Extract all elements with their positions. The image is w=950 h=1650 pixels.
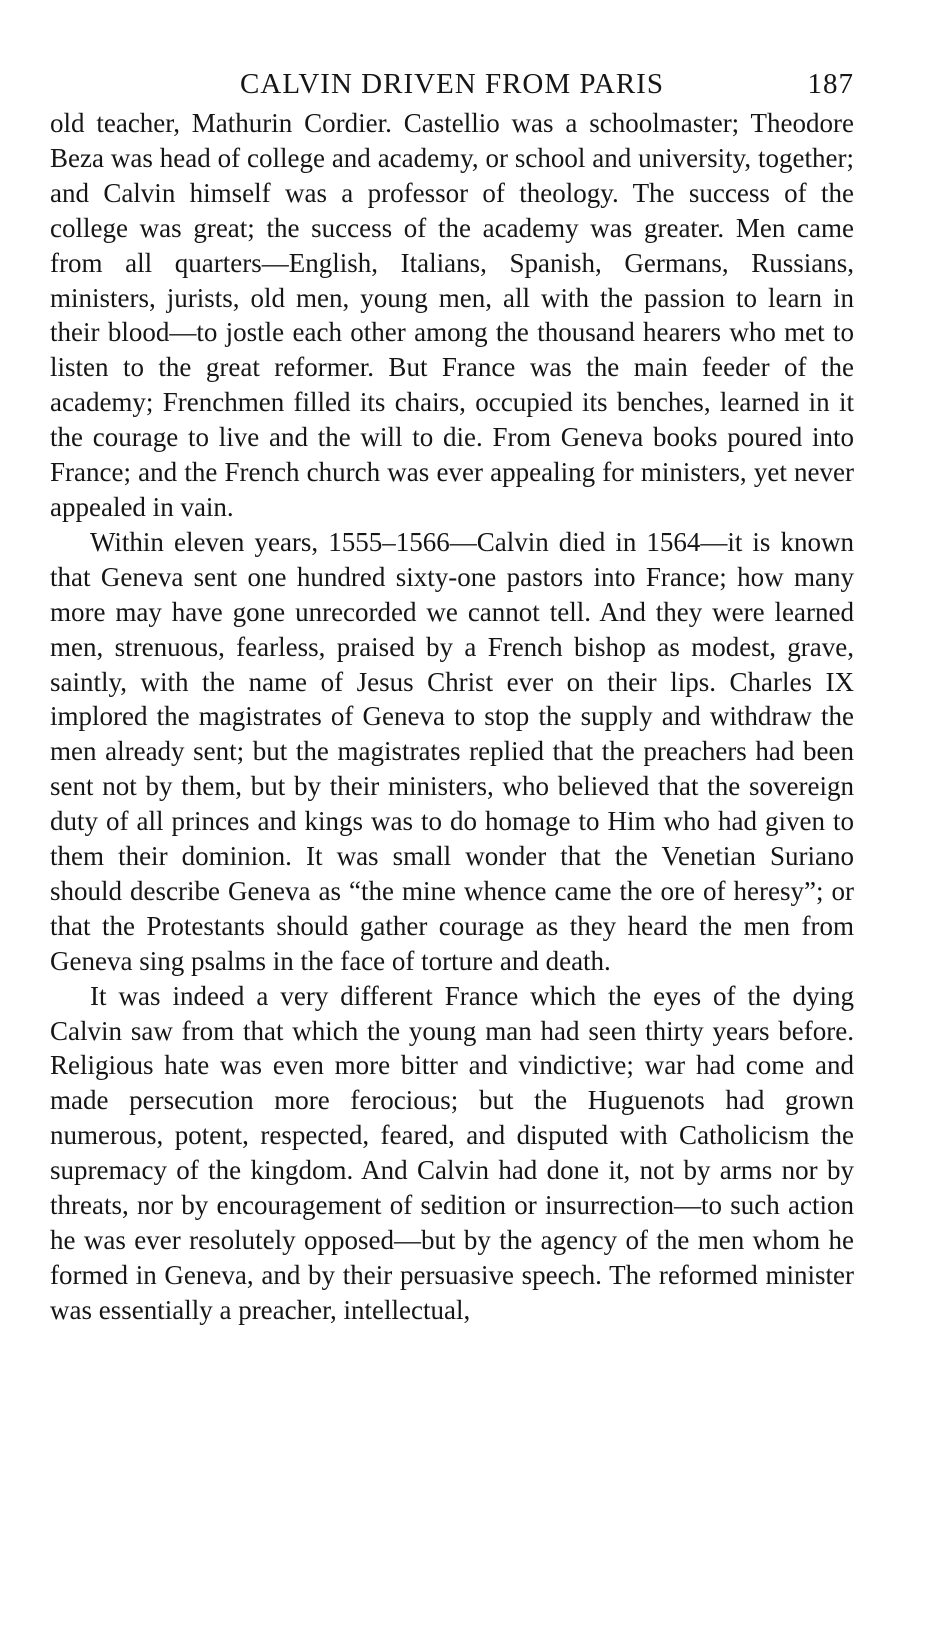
page-number: 187 bbox=[807, 68, 854, 100]
running-head bbox=[50, 62, 854, 106]
paragraph-1: old teacher, Mathurin Cordier. Castellio was a schoolmaster; Theodore Beza was head of college and academy, or school and university, together; and Calvin himself was a professor of theology. The success of the college was great; the success of the academy was greater. Men came from all quarters—English, Italians, Spanish, Germans, Russians, ministers, jurists, old men, young men, all with the passion to learn in their blood—to jostle each other among the thousand hearers who met to listen to the great reformer. But France was the main feeder of the academy; Frenchmen filled its chairs, occupied its benches, learned in it the courage to live and the will to die. From Geneva books poured into France; and the French church was ever appealing for ministers, yet never appealed in vain. bbox=[50, 108, 854, 522]
paragraph-2: Within eleven years, 1555–1566—Calvin died in 1564—it is known that Geneva sent one hundred sixty-one pastors into France; how many more may have gone unrecorded we cannot tell. And they were learned men, strenuous, fearless, praised by a French bishop as modest, grave, saintly, with the name of Jesus Christ ever on their lips. Charles IX implored the magistrates of Geneva to stop the supply and withdraw the men already sent; but the magistrates replied that the preachers had been sent not by them, but by their ministers, who believed that the sovereign duty of all princes and kings was to do homage to Him who had given to them their dominion. It was small wonder that the Venetian Suriano should describe Geneva as “the mine whence came the ore of heresy”; or that the Protestants should gather courage as they heard the men from Geneva sing psalms in the face of torture and death. bbox=[50, 526, 854, 976]
paragraph-3: It was indeed a very different France which the eyes of the dying Calvin saw from that which the young man had seen thirty years before. Religious hate was even more bitter and vindictive; war had come and made persecution more ferocious; but the Huguenots had grown numerous, potent, respected, feared, and disputed with Catholicism the supremacy of the kingdom. And Calvin had done it, not by arms nor by threats, nor by encouragement of sedition or insurrection—to such action he was ever resolutely opposed—but by the agency of the men whom he formed in Geneva, and by their persuasive speech. The reformed minister was essentially a preacher, intellectual, bbox=[50, 980, 854, 1325]
running-title: CALVIN DRIVEN FROM PARIS bbox=[240, 68, 664, 100]
body-text bbox=[50, 106, 854, 1328]
book-page bbox=[50, 62, 854, 1328]
